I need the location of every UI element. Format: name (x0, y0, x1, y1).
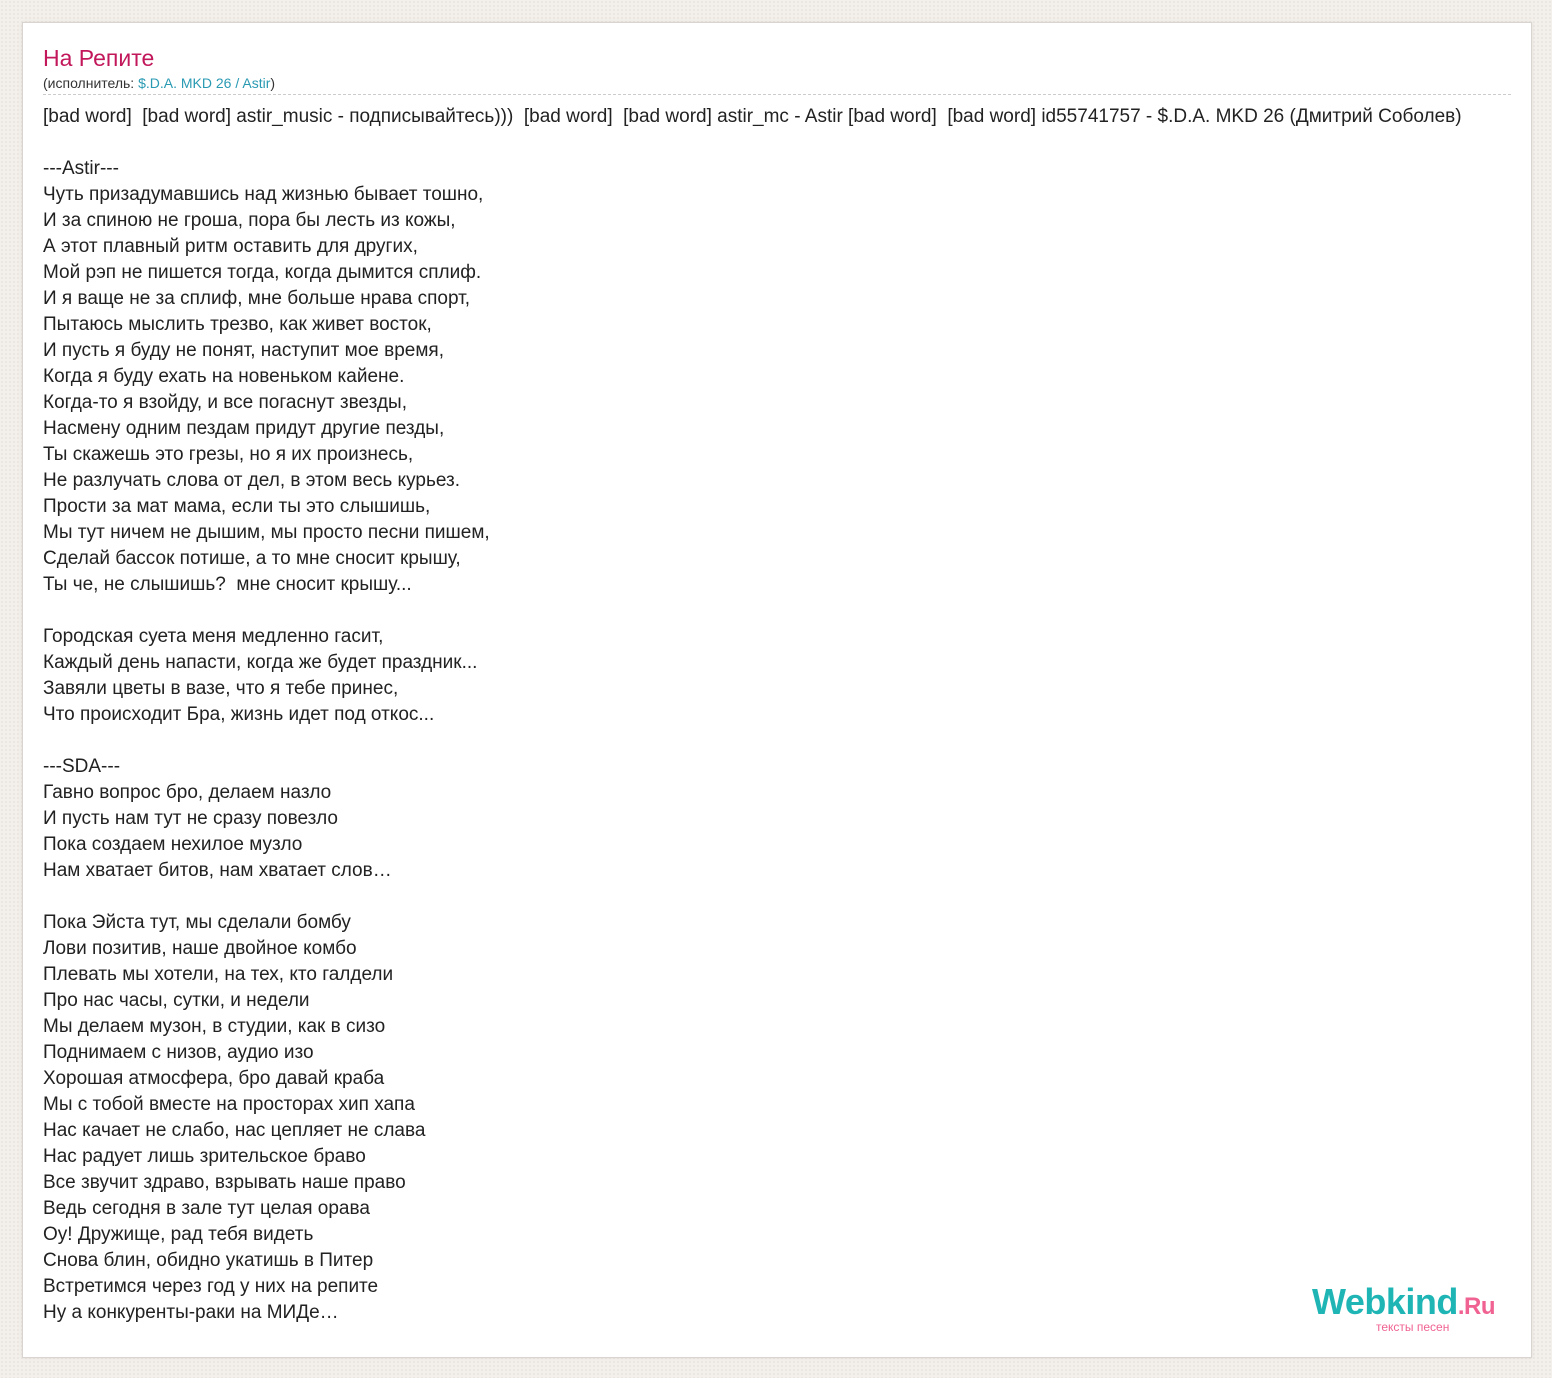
logo-main-text: Webkind (1312, 1281, 1458, 1322)
song-title: На Репите (43, 45, 155, 71)
artist-prefix: (исполнитель: (43, 75, 139, 91)
artist-link[interactable]: $.D.A. MKD 26 / Astir (138, 75, 271, 91)
title-divider (43, 94, 1511, 95)
logo-tld: .Ru (1457, 1293, 1496, 1320)
lyrics-text: [bad word] [bad word] astir_music - подписывайтесь))) [bad word] [bad word] astir_mc - Astir [bad word] [bad word] id55741757 - $.D.A. MKD 26 (Дмитрий Соболев) ---Astir--- Чуть призадумавшись над жизнью бывает тошно, И за спиною не гроша, пора бы лесть из кожы, А этот плавный ритм оставить для других, Мой рэп не пишется тогда, когда дымится сплиф. И я ваще не за сплиф, мне больше нрава спорт, Пытаюсь мыслить трезво, как живет восток, И пусть я буду не понят, наступит мое время, Когда я буду ехать на новеньком кайене. Когда-то я взойду, и все погаснут звезды, Насмену одним пездам придут другие пезды, Ты скажешь это грезы, но я их произнесь, Не разлучать слова от дел, в этом весь курьез. Прости за мат мама, если ты это слышишь, Мы тут ничем не дышим, мы просто песни пишем, Сделай бассок потише, а то мне сносит крышу, Ты че, не слышишь? мне сносит крышу... Городская суета меня медленно гасит, Каждый день напасти, когда же будет праздник... Завяли цветы в вазе, что я тебе принес, Что происходит Бра, жизнь идет под откос... ---SDA--- Гавно вопрос бро, делаем назло И пусть нам тут не сразу повезло Пока создаем нехилое музло Нам хватает битов, нам хватает слов… Пока Эйста тут, мы сделали бомбу Лови позитив, наше двойное комбо Плевать мы хотели, на тех, кто галдели Про нас часы, сутки, и недели Мы делаем музон, в студии, как в сизо Поднимаем с низов, аудио изо Хорошая атмосфера, бро давай краба Мы с тобой вместе на просторах хип хапа Нас качает не слабо, нас цепляет не слава Нас радует лишь зрительское браво Все звучит здраво, взрывать наше право Ведь сегодня в зале тут целая орава Оу! Дружище, рад тебя видеть Снова блин, обидно укатишь в Питер Встретимся через год у них на репите Ну а конкуренты-раки на МИДе… (43, 106, 1462, 1323)
artist-suffix: ) (270, 75, 276, 91)
webkind-logo[interactable] (1312, 1282, 1502, 1334)
logo-tagline: тексты песен (1376, 1320, 1450, 1334)
lyrics-card (22, 22, 1532, 1358)
artist-line (43, 74, 275, 92)
